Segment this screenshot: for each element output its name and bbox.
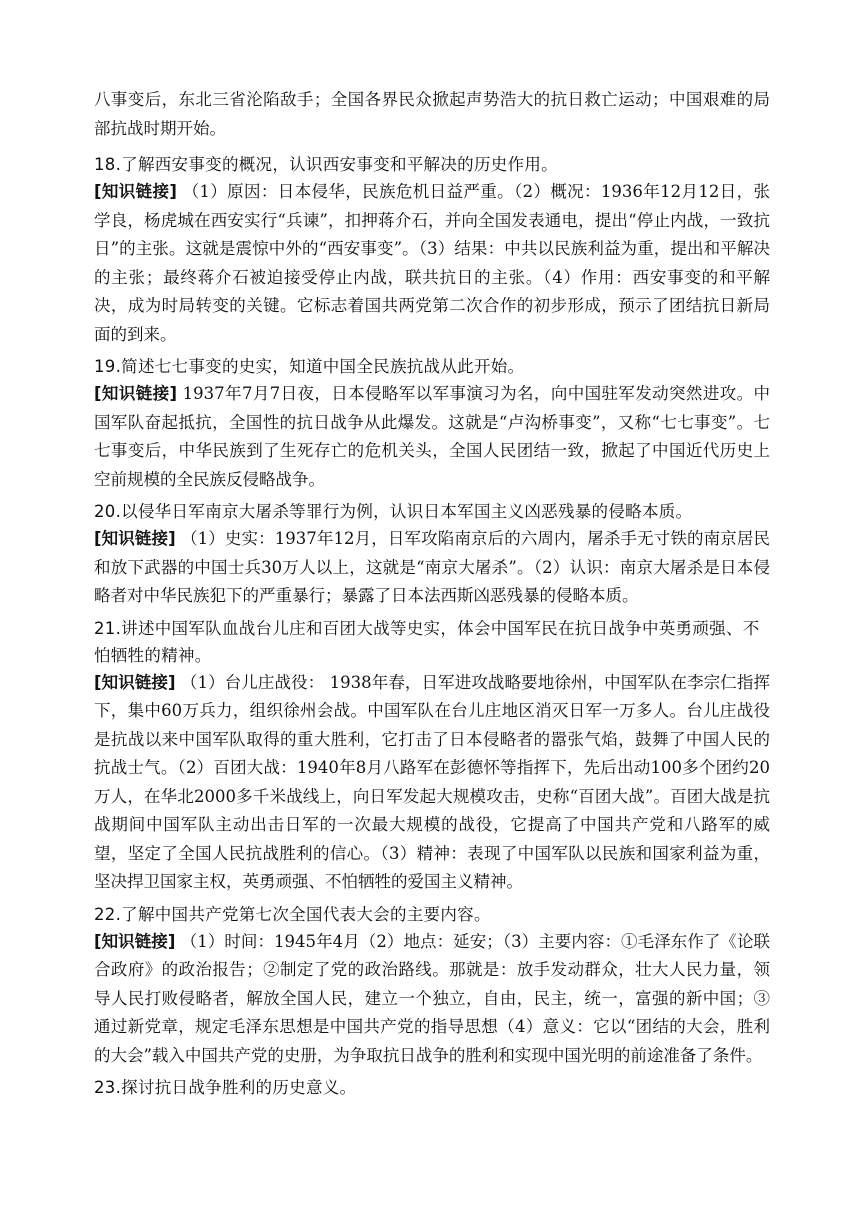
section-heading: 18.了解西安事变的概况，认识西安事变和平解决的历史作用。 bbox=[94, 155, 558, 174]
section-heading: 21.讲述中国军队血战台儿庄和百团大战等史实，体会中国军民在抗日战争中英勇顽强、不怕牺牲的精神。 bbox=[94, 618, 760, 665]
section-19 bbox=[94, 353, 770, 494]
knowledge-link-tag: [知识链接] bbox=[94, 931, 176, 951]
section-23 bbox=[94, 1074, 770, 1101]
section-text: （1）时间：1945年4月（2）地点：延安；（3）主要内容：①毛泽东作了《论联合政府》的政治报告；②制定了党的政治路线。那就是：放手发动群众，壮大人民力量，领导人民打败侵略者，解放全国人民，建立一个独立，自由，民主，统一，富强的新中国；③通过新党章，规定毛泽东思想是中国共产党的指导思想（4）意义：它以“团结的大会，胜利的大会”载入中国共产党的史册，为争取抗日战争的胜利和实现中国光明的前途准备了条件。 bbox=[94, 931, 771, 1065]
section-heading: 20.以侵华日军南京大屠杀等罪行为例，认识日本军国主义凶恶残暴的侵略本质。 bbox=[94, 502, 693, 521]
section-body bbox=[94, 380, 770, 494]
section-heading: 22.了解中国共产党第七次全国代表大会的主要内容。 bbox=[94, 904, 491, 924]
knowledge-link-tag: [知识链接] bbox=[94, 672, 176, 692]
section-text: 1937年7月7日夜，日本侵略军以军事演习为名，向中国驻军发动突然进攻。中国军队奋起抵抗，全国性的抗日战争从此爆发。这就是“卢沟桥事变”，又称“七七事变”。七七事变后，中华民族到了生死存亡的危机关头，全国人民团结一致，掀起了中国近代历史上空前规模的全民族反侵略战争。 bbox=[94, 384, 770, 489]
section-body bbox=[94, 669, 770, 897]
section-heading: 23.探讨抗日战争胜利的历史意义。 bbox=[94, 1078, 357, 1097]
section-text: （1）台儿庄战役： 1938年春，日军进攻战略要地徐州，中国军队在李宗仁指挥下，集中60万兵力，组织徐州会战。中国军队在台儿庄地区消灭日军一万多人。台儿庄战役是抗战以来中国军队取得的重大胜利，它打击了日本侵略者的嚣张气焰，鼓舞了中国人民的抗战士气。（2）百团大战：1940年8月八路军在彭德怀等指挥下，先后出动100多个团约20万人，在华北2000多千米战线上，向日军发起大规模攻击，史称“百团大战”。百团大战是抗战期间中国军队主动出击日军的一次最大规模的战役，它提高了中国共产党和八路军的威望，坚定了全国人民抗战胜利的信心。（3）精神：表现了中国军队以民族和国家利益为重，坚决捍卫国家主权，英勇顽强、不怕牺牲的爱国主义精神。 bbox=[94, 672, 770, 891]
knowledge-link-tag: [知识链接] bbox=[94, 182, 177, 201]
section-text: （1）原因：日本侵华，民族危机日益严重。（2）概况：1936年12月12日，张学良，杨虎城在西安实行“兵谏”，扣押蒋介石，并向全国发表通电，提出“停止内战，一致抗日”的主张。这就是震惊中外的“西安事变”。（3）结果：中共以民族利益为重，提出和平解决的主张；最终蒋介石被迫接受停止内战，联共抗日的主张。（4）作用：西安事变的和平解决，成为时局转变的关键。它标志着国共两党第二次合作的初步形成，预示了团结抗日新局面的到来。 bbox=[94, 182, 770, 344]
section-18 bbox=[94, 151, 770, 349]
knowledge-link-tag: [知识链接] bbox=[94, 529, 176, 548]
knowledge-link-tag: [知识链接] bbox=[94, 384, 178, 403]
section-body bbox=[94, 928, 770, 1071]
section-20 bbox=[94, 498, 770, 611]
section-body bbox=[94, 525, 770, 611]
section-22 bbox=[94, 901, 770, 1071]
section-text: （1）史实：1937年12月，日军攻陷南京后的六周内，屠杀手无寸铁的南京居民和放下武器的中国士兵30万人以上，这就是“南京大屠杀”。（2）认识：南京大屠杀是日本侵略者对中华民族犯下的严重暴行；暴露了日本法西斯凶恶残暴的侵略本质。 bbox=[94, 529, 770, 605]
section-21 bbox=[94, 615, 770, 897]
section-body bbox=[94, 178, 770, 349]
section-heading: 19.简述七七事变的史实，知道中国全民族抗战从此开始。 bbox=[94, 357, 525, 376]
intro-paragraph: 八事变后，东北三省沦陷敌手；全国各界民众掀起声势浩大的抗日救亡运动；中国艰难的局部抗战时期开始。 bbox=[94, 90, 770, 138]
